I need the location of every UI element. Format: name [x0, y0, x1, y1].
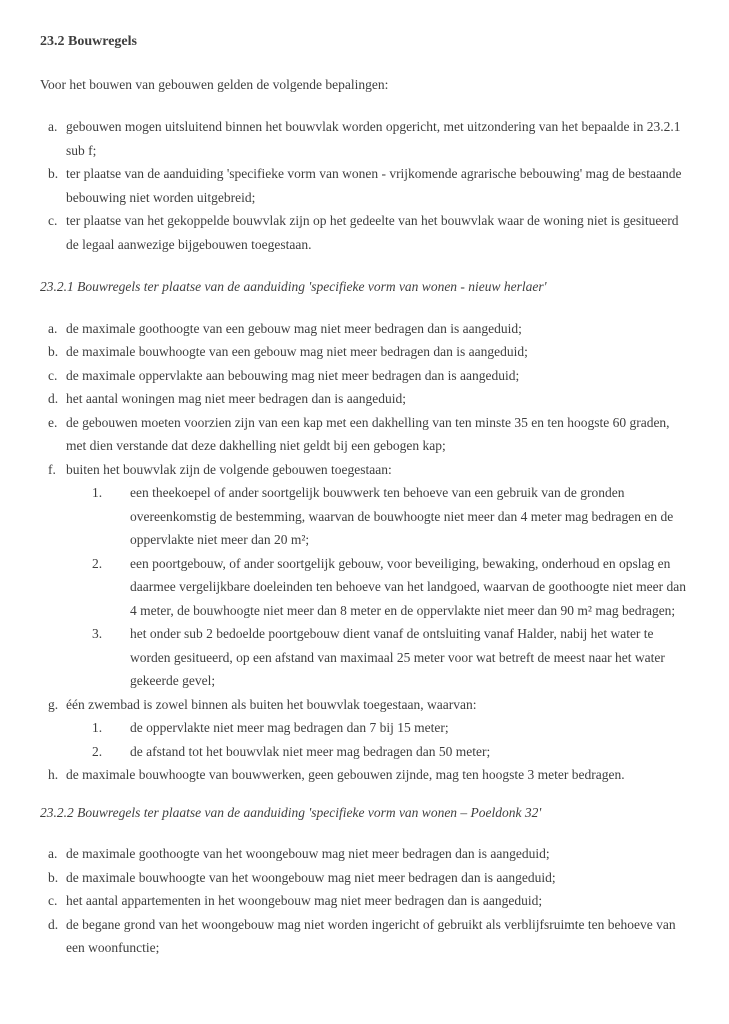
item-marker: 2. [92, 555, 103, 571]
item-marker: d. [48, 391, 59, 406]
item-marker: 2. [92, 743, 103, 759]
nested-item-2 [92, 552, 693, 623]
item-text: de oppervlakte niet meer mag bedragen dan 7 bij 15 meter; [130, 720, 449, 735]
list-item-f [40, 458, 693, 693]
list-23-2-2 [40, 842, 693, 960]
item-text: de begane grond van het woongebouw mag niet worden ingericht of gebruikt als verblijfsruimte ten behoeve van een woonfunctie; [66, 916, 676, 955]
item-text: buiten het bouwvlak zijn de volgende gebouwen toegestaan: [66, 461, 392, 477]
item-text: de gebouwen moeten voorzien zijn van een kap met een dakhelling van ten minste 35 en ten hoogste 60 graden, met dien verstande dat deze dakhelling niet geldt bij een gebogen kap; [66, 414, 670, 453]
item-marker: g. [48, 696, 59, 712]
item-text: de maximale oppervlakte aan bebouwing mag niet meer bedragen dan is aangeduid; [66, 367, 520, 383]
nested-item-1 [92, 481, 693, 552]
section-heading-23-2: 23.2 Bouwregels [40, 34, 137, 49]
section-heading-23-2-2: 23.2.2 Bouwregels ter plaatse van de aanduiding 'specifieke vorm van wonen – Poeldonk 32' [40, 804, 542, 820]
nested-item-3 [92, 622, 693, 693]
item-marker: a. [48, 119, 58, 134]
item-marker: c. [48, 213, 58, 228]
item-marker: b. [48, 869, 59, 885]
list-item-h [40, 763, 693, 787]
item-marker: 3. [92, 626, 103, 641]
list-item-c [40, 364, 693, 388]
item-marker: 1. [92, 485, 103, 500]
item-text: één zwembad is zowel binnen als buiten het bouwvlak toegestaan, waarvan: [66, 696, 477, 712]
item-text: een poortgebouw, of ander soortgelijk gebouw, voor beveiliging, bewaking, onderhoud en opslag en daarmee vergelijkbare doeleinden ten behoeve van het landgoed, waarvan de goothoogte niet meer dan 4 meter, de bouwhoogte niet meer dan 8 meter en de oppervlakte niet meer dan 90 m² mag bedragen; [130, 555, 687, 618]
nested-item-1 [92, 716, 693, 740]
list-item-c [40, 209, 693, 256]
item-text: de maximale bouwhoogte van een gebouw mag niet meer bedragen dan is aangeduid; [66, 344, 528, 359]
item-marker: f. [48, 461, 56, 477]
list-item-c [40, 889, 693, 913]
item-text: de maximale goothoogte van een gebouw mag niet meer bedragen dan is aangeduid; [66, 320, 522, 336]
item-marker: h. [48, 767, 59, 782]
item-marker: a. [48, 846, 58, 861]
nested-item-2 [92, 740, 693, 764]
item-text: gebouwen mogen uitsluitend binnen het bouwvlak worden opgericht, met uitzondering van het bepaalde in 23.2.1 sub f; [66, 119, 681, 158]
section-heading-23-2-1: 23.2.1 Bouwregels ter plaatse van de aanduiding 'specifieke vorm van wonen - nieuw herlaer' [40, 279, 547, 294]
intro-paragraph: Voor het bouwen van gebouwen gelden de volgende bepalingen: [40, 76, 389, 92]
item-marker: d. [48, 916, 59, 932]
item-text: ter plaatse van het gekoppelde bouwvlak zijn op het gedeelte van het bouwvlak waar de woning niet is gesitueerd de legaal aanwezige bijgebouwen toegestaan. [66, 213, 679, 252]
item-marker: e. [48, 414, 58, 430]
list-item-a [40, 115, 693, 162]
item-text: het onder sub 2 bedoelde poortgebouw dient vanaf de ontsluiting vanaf Halder, nabij het water te worden gesitueerd, op een afstand van maximaal 25 meter voor wat betreft de meest naar het water gekeerde gevel; [130, 626, 665, 688]
item-marker: b. [48, 344, 59, 359]
nested-list-g [92, 716, 693, 763]
item-text: de maximale bouwhoogte van bouwwerken, geen gebouwen zijnde, mag ten hoogste 3 meter bedragen. [66, 767, 625, 782]
item-content [66, 693, 693, 764]
list-item-b [40, 162, 693, 209]
list-item-g [40, 693, 693, 764]
item-marker: b. [48, 166, 59, 181]
item-text: een theekoepel of ander soortgelijk bouwwerk ten behoeve van een gebruik van de gronden overeenkomstig de bestemming, waarvan de bouwhoogte niet meer dan 4 meter mag bedragen en de oppervlakte niet meer dan 20 m²; [130, 485, 674, 547]
item-content [66, 458, 693, 693]
item-text: de maximale goothoogte van het woongebouw mag niet meer bedragen dan is aangeduid; [66, 846, 550, 861]
nested-list-f [92, 481, 693, 693]
item-marker: c. [48, 893, 58, 908]
item-marker: c. [48, 367, 58, 383]
list-item-d [40, 913, 693, 960]
list-item-e [40, 411, 693, 458]
item-marker: a. [48, 320, 58, 336]
list-item-a [40, 842, 693, 866]
item-text: het aantal woningen mag niet meer bedragen dan is aangeduid; [66, 391, 406, 406]
item-text: ter plaatse van de aanduiding 'specifieke vorm van wonen - vrijkomende agrarische bebouwing' mag de bestaande bebouwing niet worden uitgebreid; [66, 166, 682, 205]
item-text: de maximale bouwhoogte van het woongebouw mag niet meer bedragen dan is aangeduid; [66, 869, 556, 885]
list-item-a [40, 317, 693, 341]
item-text: het aantal appartementen in het woongebouw mag niet meer bedragen dan is aangeduid; [66, 893, 543, 908]
item-text: de afstand tot het bouwvlak niet meer mag bedragen dan 50 meter; [130, 743, 491, 759]
list-item-d [40, 387, 693, 411]
list-23-2 [40, 115, 693, 256]
list-23-2-1 [40, 317, 693, 787]
item-marker: 1. [92, 720, 103, 735]
list-item-b [40, 866, 693, 890]
list-item-b [40, 340, 693, 364]
